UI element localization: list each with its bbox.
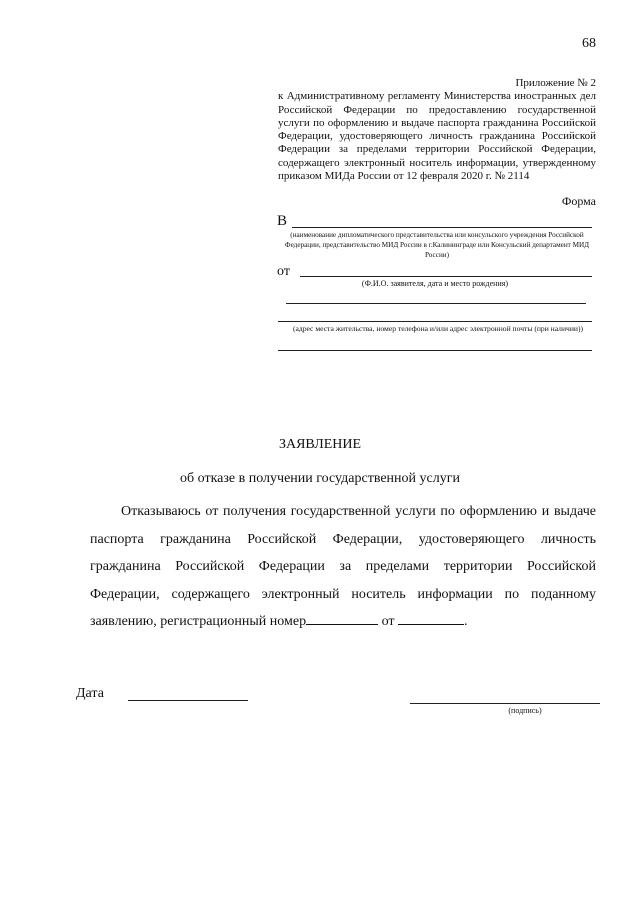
statement-body (90, 498, 596, 636)
recipient-prefix: В (277, 213, 288, 229)
address-line-2[interactable] (278, 350, 592, 351)
date-label: Дата (76, 686, 104, 701)
statement-title: ЗАЯВЛЕНИЕ (278, 437, 362, 452)
recipient-line[interactable] (292, 227, 592, 228)
address-caption: (адрес места жительства, номер телефона и/или адрес электронной почты (при наличии)) (292, 324, 584, 333)
statement-from-word: от (381, 614, 395, 629)
address-line[interactable] (278, 321, 592, 322)
statement-subtitle: об отказе в получении государственной услуги (180, 471, 460, 486)
registration-number-field[interactable] (306, 610, 378, 625)
applicant-caption: (Ф.И.О. заявителя, дата и место рождения) (361, 279, 509, 288)
appendix-title: Приложение № 2 (515, 77, 596, 89)
statement-text: Отказываюсь от получения государственной услуги по оформлению и выдаче паспорта гражданина Российской Федерации, удостоверяющего личность гражданина Российской Федерации за пределами территории Российской Федерации, содержащего электронный носитель информации по поданному заявлению, регистрационный номер (90, 504, 596, 629)
form-label: Форма (561, 194, 596, 208)
signature-field[interactable] (410, 703, 600, 704)
page-number: 68 (582, 36, 596, 51)
appendix-body: к Административному регламенту Министерства иностранных дел Российской Федерации по предоставлению государственной услуги по оформлению и выдаче паспорта гражданина Российской Федерации, удостоверяющего личность гражданина Российской Федерации за пределами территории Российской Федерации, содержащего электронный носитель информации, утвержденному приказом МИДа России от 12 февраля 2020 г. № 2114 (278, 90, 596, 183)
statement-end-punct: . (464, 614, 468, 629)
date-field[interactable] (128, 700, 248, 701)
registration-date-field[interactable] (398, 610, 464, 625)
applicant-line-2[interactable] (286, 303, 586, 304)
signature-caption: (подпись) (508, 706, 542, 715)
applicant-prefix: от (277, 264, 290, 279)
applicant-line[interactable] (300, 276, 592, 277)
appendix-note (278, 77, 596, 183)
recipient-caption: (наименование дипломатического представительства или консульского учреждения Российской Федерации, представительство МИД России в г.Калининграде или Консульский департамент МИД России) (284, 231, 590, 259)
